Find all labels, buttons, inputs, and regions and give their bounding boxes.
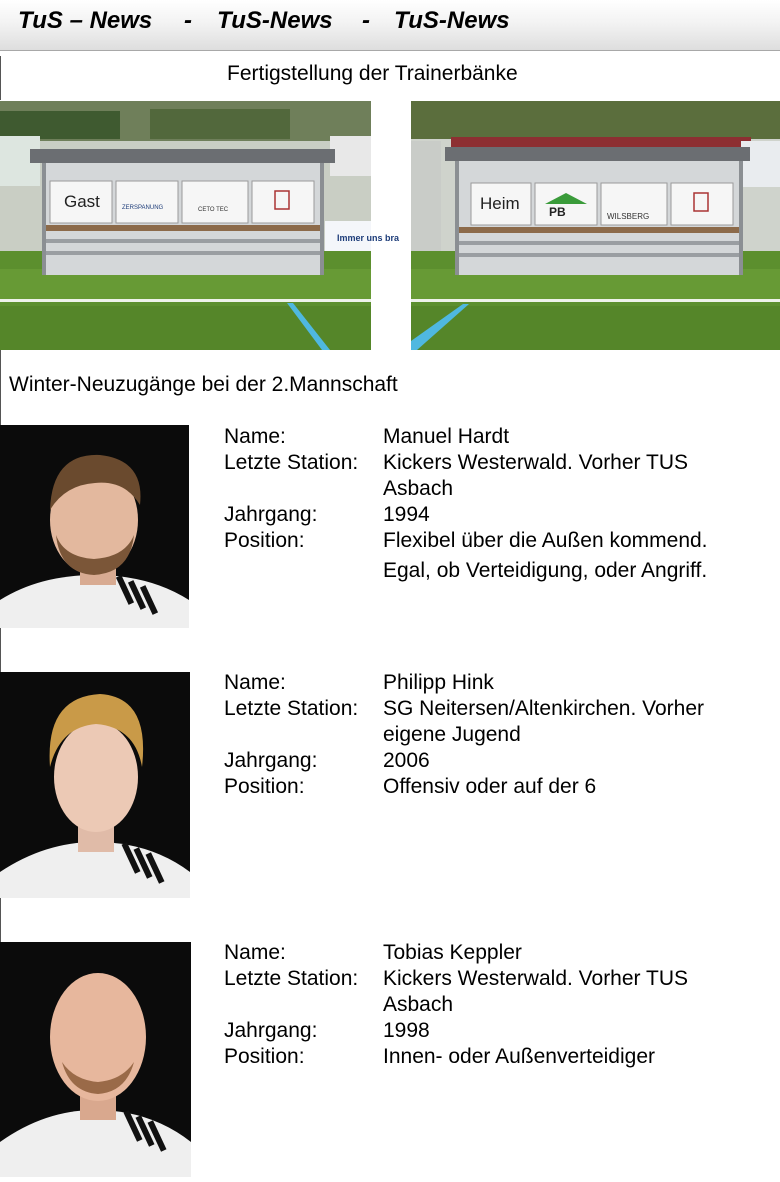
header-title-2: TuS-News [217,7,333,34]
label-year: Jahrgang: [224,1019,318,1042]
left-rule [0,898,1,942]
player-last-station-cont: eigene Jugend [383,723,521,746]
sponsor-text: ZERSPANUNG [122,205,164,211]
section-title-new-players: Winter-Neuzugänge bei der 2.Mannschaft [9,373,398,396]
player-last-station-cont: Asbach [383,993,454,1016]
label-year: Jahrgang: [224,749,318,772]
player-photo [0,425,189,628]
player-position-cont: Egal, ob Verteidigung, oder Angriff. [383,559,708,582]
sponsor-text: CETO TEC [198,207,229,213]
bench-sign-text: Heim [480,194,520,213]
label-last-station: Letzte Station: [224,697,359,720]
header-title-1: TuS – News [18,7,153,34]
bench-sign-text: Gast [64,192,100,211]
player-name: Philipp Hink [383,671,494,694]
label-year: Jahrgang: [224,503,318,526]
banner-text: Immer uns bra [337,233,400,243]
label-position: Position: [224,529,305,552]
label-position: Position: [224,775,305,798]
label-name: Name: [224,425,286,448]
label-name: Name: [224,941,286,964]
bench-photo-guest [0,101,400,350]
sponsor-text: WILSBERG [607,212,650,221]
label-last-station: Letzte Station: [224,451,359,474]
header-separator-2: - [362,7,370,34]
player-last-station: Kickers Westerwald. Vorher TUS [383,451,688,474]
label-position: Position: [224,1045,305,1068]
news-header-bar [0,0,780,51]
player-year: 2006 [383,749,430,772]
player-photo [0,942,191,1177]
player-last-station: SG Neitersen/Altenkirchen. Vorher [383,697,704,720]
player-year: 1994 [383,503,430,526]
left-rule [0,56,1,100]
label-name: Name: [224,671,286,694]
left-rule [0,350,1,426]
player-last-station: Kickers Westerwald. Vorher TUS [383,967,688,990]
player-photo [0,672,190,898]
player-year: 1998 [383,1019,430,1042]
label-last-station: Letzte Station: [224,967,359,990]
player-position: Innen- oder Außenverteidiger [383,1045,656,1068]
sponsor-text: PB [549,205,566,219]
bench-photo-home [411,101,780,350]
section-title-benches: Fertigstellung der Trainerbänke [227,62,518,85]
player-name: Manuel Hardt [383,425,510,448]
player-name: Tobias Keppler [383,941,522,964]
player-position: Offensiv oder auf der 6 [383,775,597,798]
header-title-3: TuS-News [394,7,510,34]
player-position: Flexibel über die Außen kommend. [383,529,708,552]
left-rule [0,628,1,672]
header-separator-1: - [184,7,192,34]
player-last-station-cont: Asbach [383,477,454,500]
